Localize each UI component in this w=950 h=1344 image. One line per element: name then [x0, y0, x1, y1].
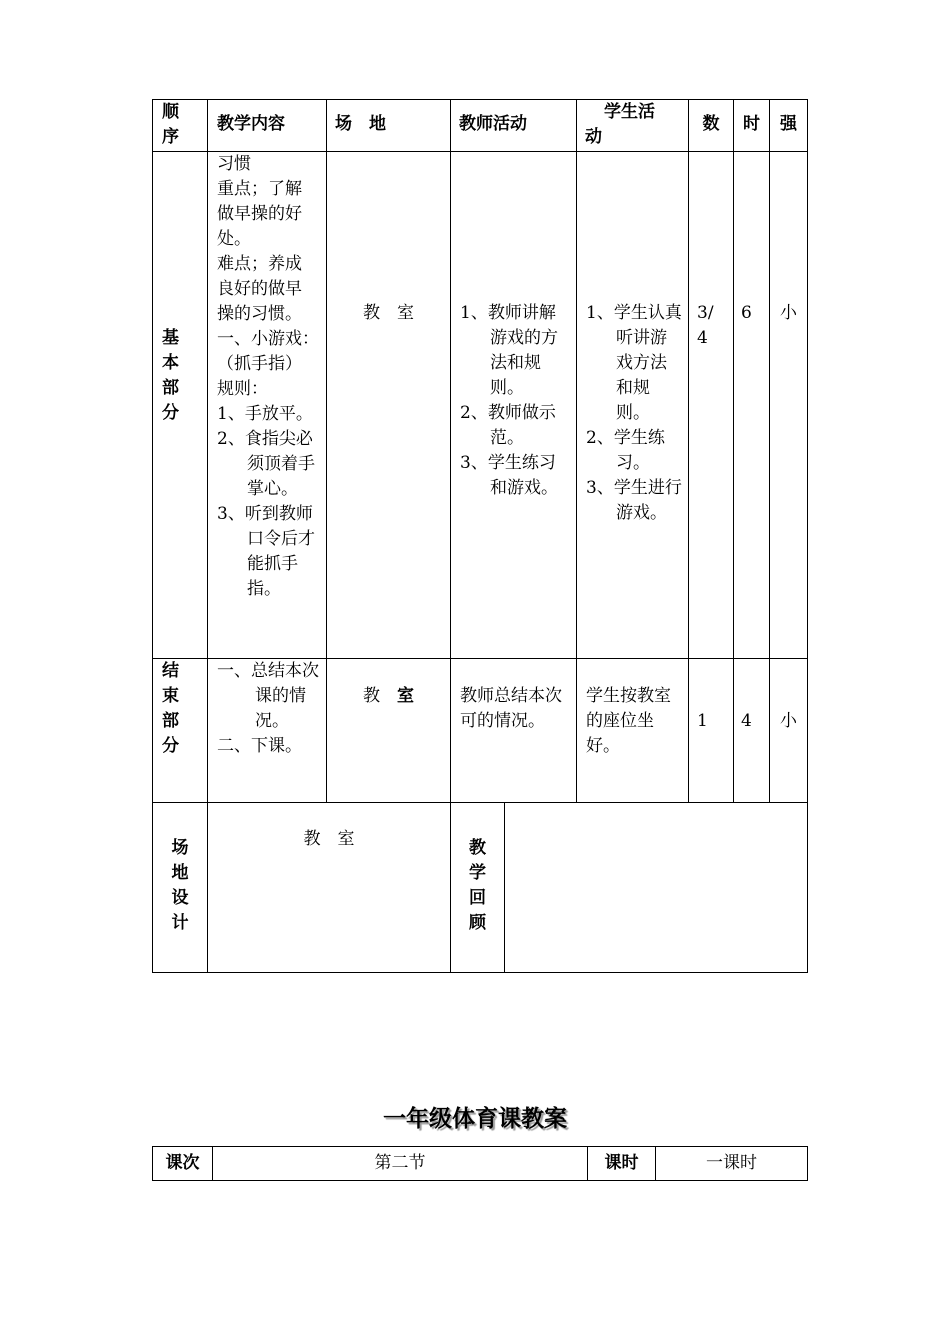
- header-count: 数: [689, 100, 734, 152]
- basic-venue: 教 室: [327, 152, 451, 659]
- design-row: [153, 803, 808, 973]
- end-intensity: 小: [770, 659, 808, 803]
- end-student-activity: 学生按教室的座位坐好。: [577, 659, 689, 803]
- basic-teacher-activity: 1、教师讲解游戏的方法和规则。 2、教师做示范。 3、学生练习和游戏。: [451, 152, 577, 659]
- basic-content: 习惯 重点；了解 做早操的好 处。 难点；养成 良好的做早 操的习惯。 一、小游戏： （抓手指） 规则： 1、手放平。 2、食指尖必须顶着手掌心。 3、听到教师口令后才 能抓手指。: [208, 152, 327, 659]
- basic-time: 6: [734, 152, 770, 659]
- end-content: 一、总结本次课的情况。 二、下课。: [208, 659, 327, 803]
- design-label: 场 地 设 计: [153, 803, 208, 973]
- basic-count: 3/ 4: [689, 152, 734, 659]
- lesson-info-row: [153, 1147, 808, 1181]
- header-content: 教学内容: [208, 100, 327, 152]
- session-label: 课次: [153, 1147, 213, 1181]
- header-venue: 场 地: [327, 100, 451, 152]
- header-student-activity: 学生活 动: [577, 100, 689, 152]
- end-teacher-activity: 教师总结本次可的情况。: [451, 659, 577, 803]
- lesson-plan-table: [152, 99, 808, 803]
- review-content: [505, 803, 808, 973]
- header-teacher-activity: 教师活动: [451, 100, 577, 152]
- basic-intensity: 小: [770, 152, 808, 659]
- review-label: 教 学 回 顾: [451, 803, 505, 973]
- basic-student-activity: 1、学生认真听讲游戏方法和规则。 2、学生练习。 3、学生进行游戏。: [577, 152, 689, 659]
- end-time: 4: [734, 659, 770, 803]
- end-count: 1: [689, 659, 734, 803]
- basic-section-label: 基 本 部 分: [153, 152, 208, 659]
- end-section-row: [153, 659, 808, 803]
- period-value: 一课时: [656, 1147, 808, 1181]
- header-row: [153, 100, 808, 152]
- basic-section-row: [153, 152, 808, 659]
- end-section-label: 结 束 部 分: [153, 659, 208, 803]
- header-intensity: 强: [770, 100, 808, 152]
- header-time: 时: [734, 100, 770, 152]
- design-venue: 教 室: [208, 803, 451, 973]
- page-title: 一年级体育课教案: [383, 1106, 567, 1132]
- session-value: 第二节: [213, 1147, 588, 1181]
- design-table: [152, 802, 808, 973]
- header-order: 顺 序: [153, 100, 208, 152]
- period-label: 课时: [588, 1147, 656, 1181]
- lesson-info-table: [152, 1146, 808, 1181]
- end-venue: 教 室: [327, 659, 451, 803]
